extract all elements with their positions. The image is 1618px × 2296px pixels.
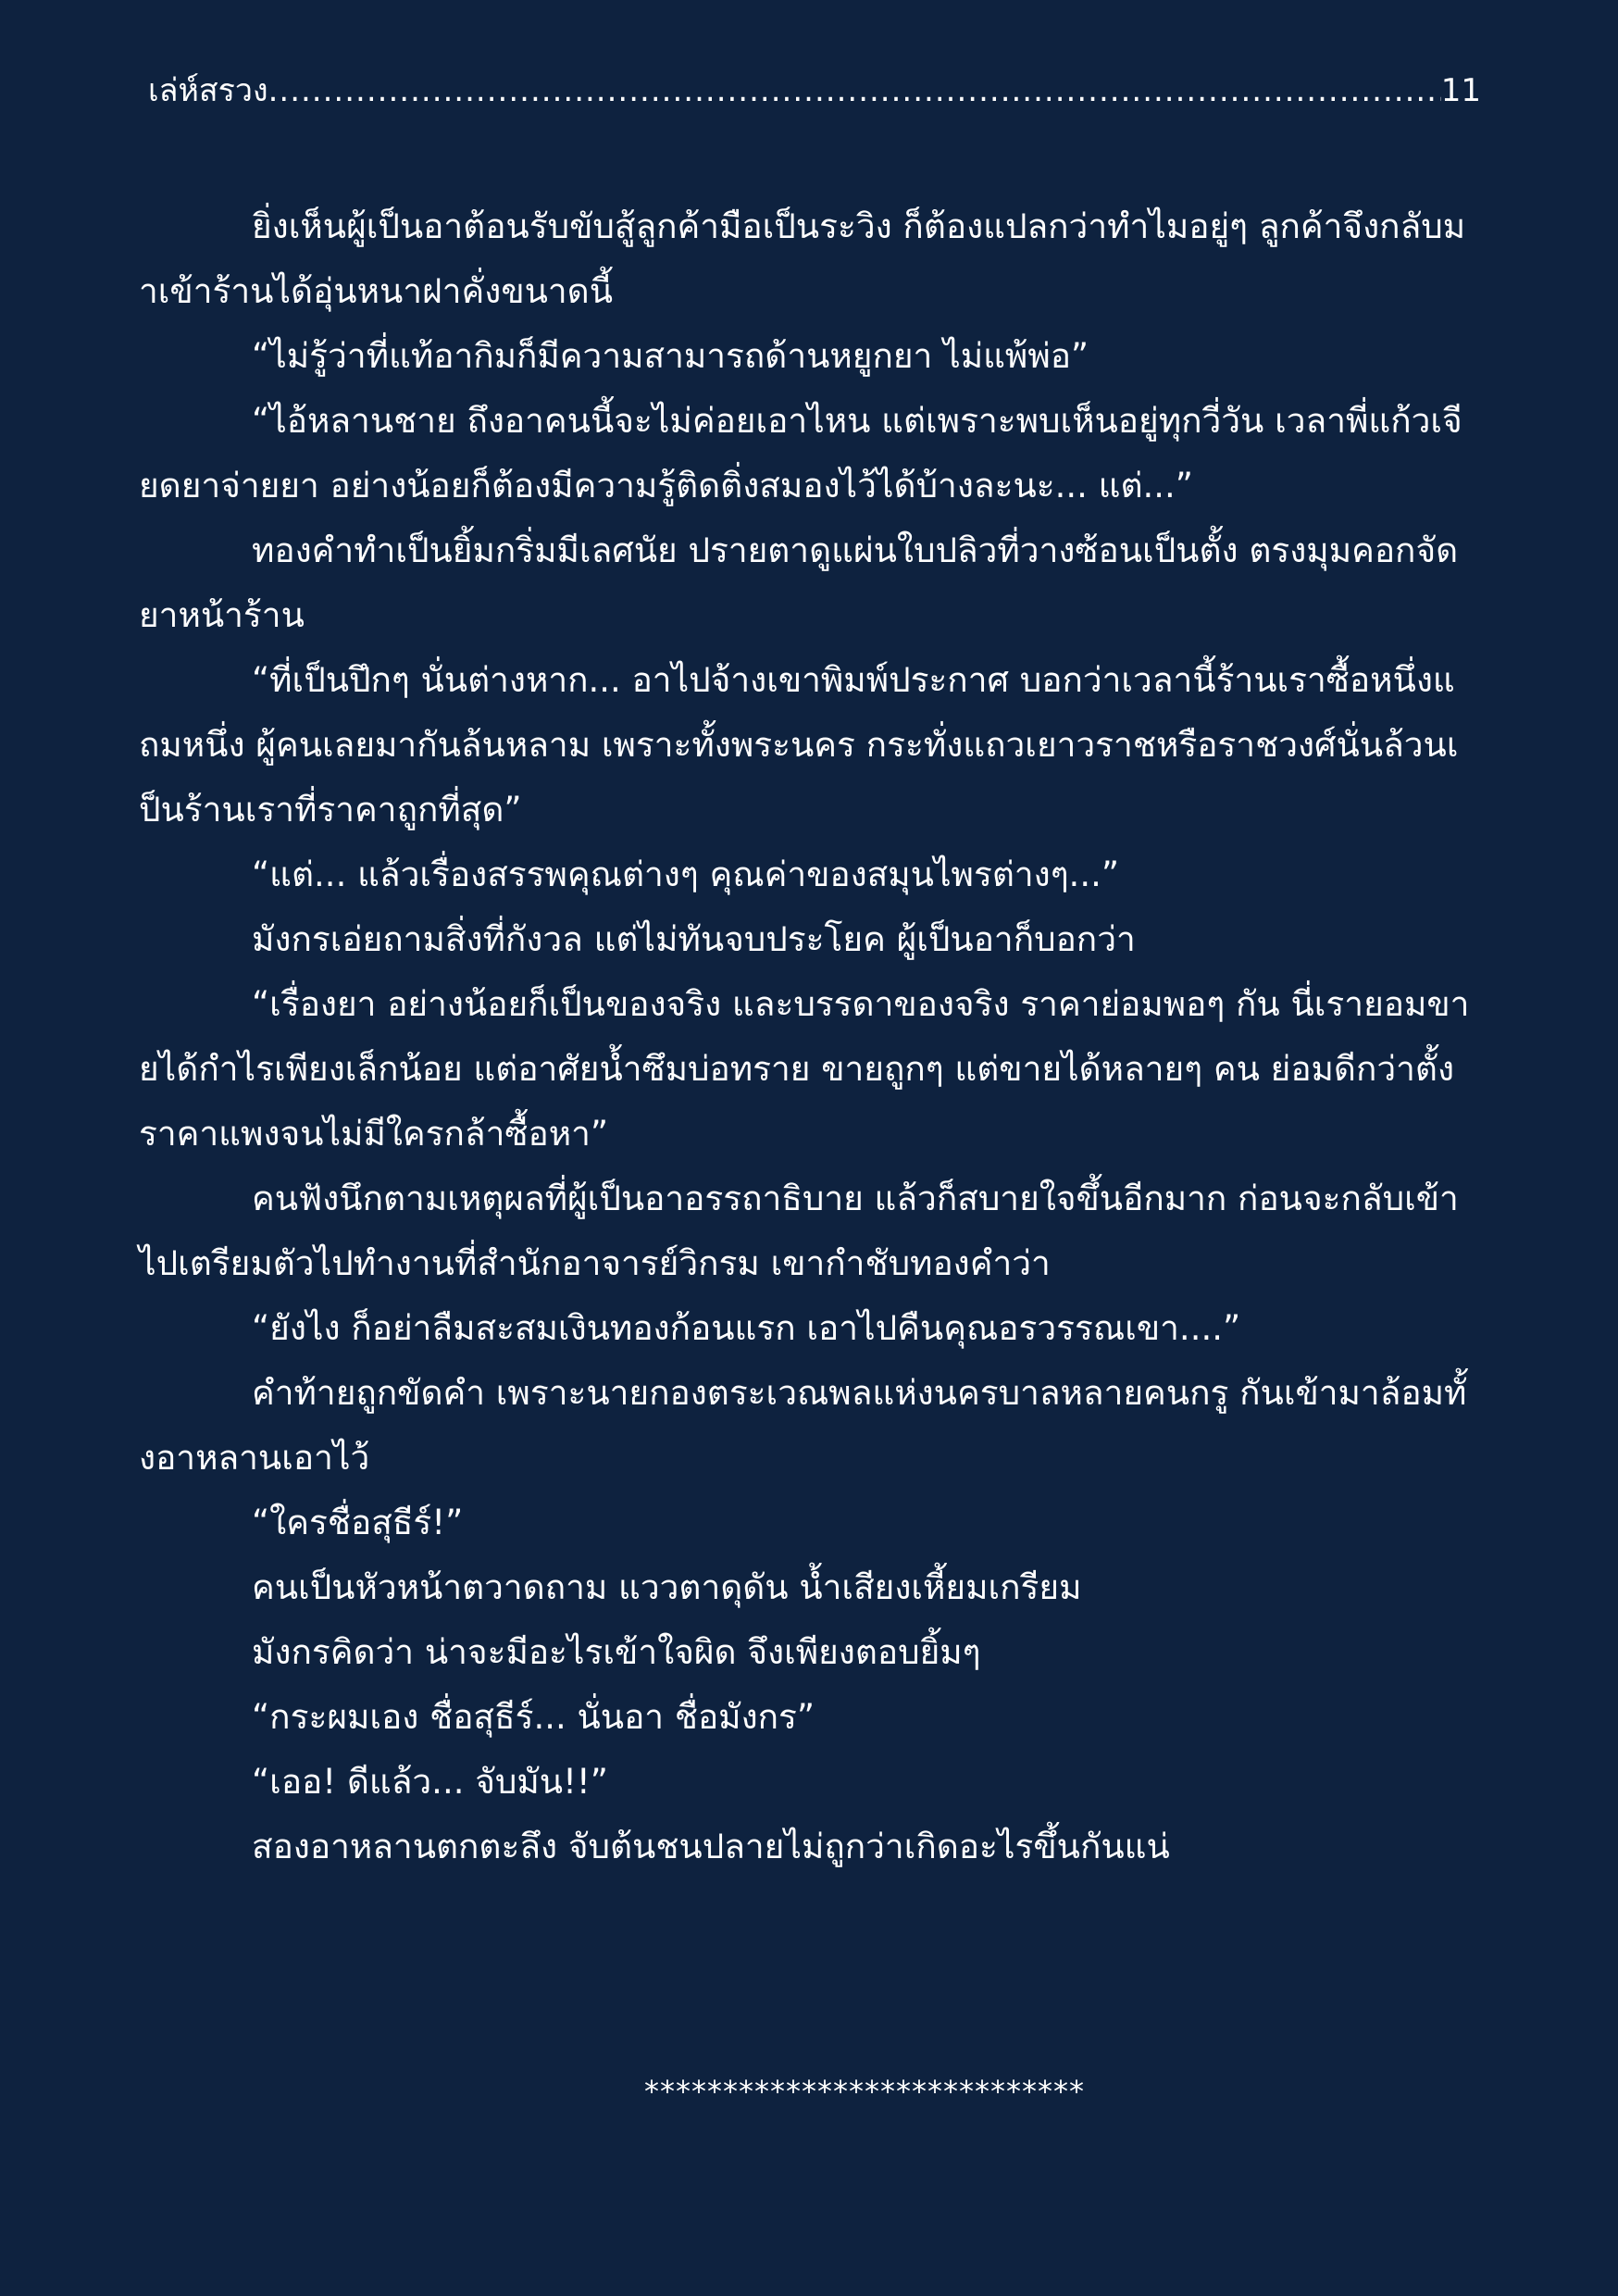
paragraph: “ไม่รู้ว่าที่แท้อากิมก็มีความสามารถด้านหยูกยา ไม่แพ้พ่อ”	[252, 336, 1089, 376]
paragraph: “ใครชื่อสุธีร์!”	[252, 1503, 464, 1542]
paragraph: ทองคำทำเป็นยิ้มกริ่มมีเลศนัย ปรายตาดูแผ่นใบปลิวที่วางซ้อนเป็นตั้ง ตรงมุมคอกจัดยาหน้าร้าน	[139, 530, 1459, 635]
paragraph: “เออ! ดีแล้ว... จับมัน!!”	[252, 1762, 608, 1802]
paragraph: คำท้ายถูกขัดคำ เพราะนายกองตระเวณพลแห่งนครบาลหลายคนกรู กันเข้ามาล้อมทั้งอาหลานเอาไว้	[139, 1373, 1467, 1478]
paragraph: สองอาหลานตกตะลึง จับต้นชนปลายไม่ถูกว่าเกิดอะไรขึ้นกันแน่	[252, 1827, 1170, 1866]
page-number: 11	[1440, 72, 1481, 109]
paragraph: “ยังไง ก็อย่าลืมสะสมเงินทองก้อนแรก เอาไปคืนคุณอรวรรณเขา....”	[252, 1308, 1241, 1348]
paragraph: “กระผมเอง ชื่อสุธีร์... นั่นอา ชื่อมังกร”	[252, 1697, 815, 1737]
section-break	[0, 2074, 1618, 2109]
paragraph: “เรื่องยา อย่างน้อยก็เป็นของจริง และบรรดาของจริง ราคาย่อมพอๆ กัน นี่เรายอมขายได้กำไรเพียงเล็กน้อย แต่อาศัยน้ำซึมบ่อทราย ขายถูกๆ แต่ขายได้หลายๆ คน ย่อมดีกว่าตั้งราคาแพงจนไม่มีใครกล้าซื้อหา”	[139, 984, 1470, 1154]
page-header	[148, 65, 1481, 117]
paragraph: มังกรคิดว่า น่าจะมีอะไรเข้าใจผิด จึงเพียงตอบยิ้มๆ	[252, 1632, 981, 1672]
paragraph: “แต่... แล้วเรื่องสรรพคุณต่างๆ คุณค่าของสมุนไพรต่างๆ...”	[252, 855, 1120, 894]
paragraph: “ที่เป็นปึกๆ นั่นต่างหาก... อาไปจ้างเขาพิมพ์ประกาศ บอกว่าเวลานี้ร้านเราซื้อหนึ่งแถมหนึ่ง ผู้คนเลยมากันล้นหลาม เพราะทั้งพระนคร กระทั่งแถวเยาวราชหรือราชวงศ์นั่นล้วนเป็นร้านเราที่ราคาถูกที่สุด”	[139, 660, 1459, 830]
section-break-stars: ****************************	[644, 2074, 1085, 2109]
paragraph: ยิ่งเห็นผู้เป็นอาต้อนรับขับสู้ลูกค้ามือเป็นระวิง ก็ต้องแปลกว่าทำไมอยู่ๆ ลูกค้าจึงกลับมาเข้าร้านได้อุ่นหนาฝาคั่งขนาดนี้	[139, 206, 1466, 311]
paragraph: คนฟังนึกตามเหตุผลที่ผู้เป็นอาอรรถาธิบาย แล้วก็สบายใจขึ้นอีกมาก ก่อนจะกลับเข้าไปเตรียมตัวไปทำงานที่สำนักอาจารย์วิกรม เขากำชับทองคำว่า	[139, 1179, 1459, 1283]
header-leader-dots	[268, 65, 1441, 117]
book-title: เล่ห์สรวง	[148, 72, 268, 109]
chapter-body	[139, 194, 1472, 1879]
paragraph: มังกรเอ่ยถามสิ่งที่กังวล แต่ไม่ทันจบประโยค ผู้เป็นอาก็บอกว่า	[252, 919, 1136, 959]
paragraph: คนเป็นหัวหน้าตวาดถาม แววตาดุดัน น้ำเสียงเหี้ยมเกรียม	[252, 1567, 1082, 1607]
paragraph: “ไอ้หลานชาย ถึงอาคนนี้จะไม่ค่อยเอาไหน แต่เพราะพบเห็นอยู่ทุกวี่วัน เวลาพี่แก้วเจียดยาจ่ายยา อย่างน้อยก็ต้องมีความรู้ติดติ่งสมองไว้ได้บ้างละนะ... แต่...”	[139, 401, 1462, 505]
